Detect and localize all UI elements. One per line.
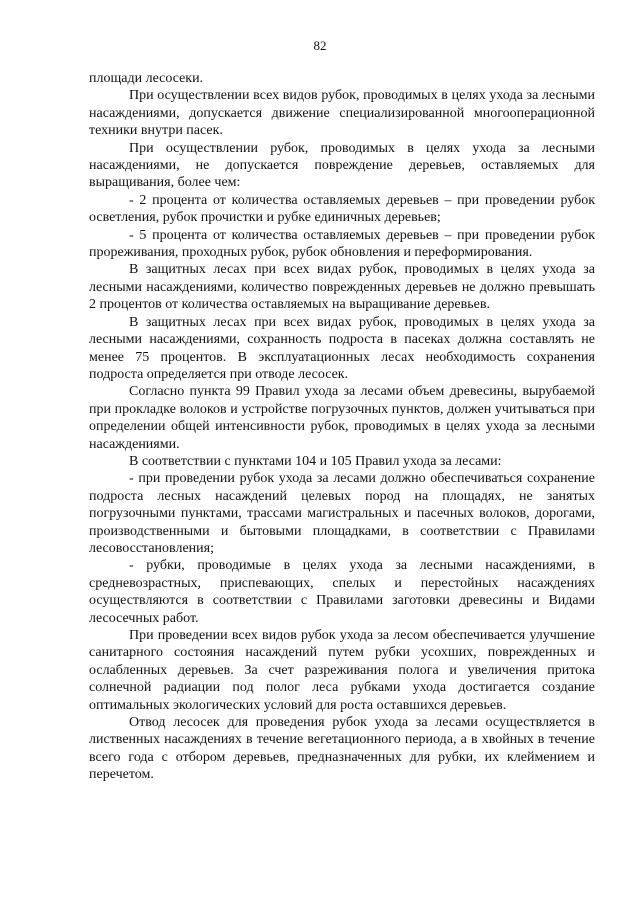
- paragraph: При осуществлении всех видов рубок, проводимых в целях ухода за лесными насаждениями, допускается движение специализированной многооперационной техники внутри пасек.: [89, 88, 595, 139]
- paragraph: При осуществлении рубок, проводимых в целях ухода за лесными насаждениями, не допускается повреждение деревьев, оставляемых для выращивания, более чем:: [89, 140, 595, 191]
- paragraph: Согласно пункта 99 Правил ухода за лесами объем древесины, вырубаемой при прокладке волоков и устройстве погрузочных пунктов, должен учитываться при определении общей интенсивности рубок, проводимых в целях ухода за лесными насаждениями.: [89, 384, 595, 452]
- list-item: - при проведении рубок ухода за лесами должно обеспечиваться сохранение подроста лесных насаждений целевых пород на площадях, не занятых погрузочными пунктами, трассами магистральных и пасечных волоков, дорогами, производственными и бытовыми площадками, в соответствии с Правилами лесовосстановления;: [89, 471, 595, 556]
- page-number: 82: [313, 38, 327, 53]
- paragraph: В защитных лесах при всех видах рубок, проводимых в целях ухода за лесными насаждениями, сохранность подроста в пасеках должна составлять не менее 75 процентов. В эксплуатационных лесах необходимость сохранения подроста определяется при отводе лесосек.: [89, 314, 595, 382]
- paragraph: Отвод лесосек для проведения рубок ухода за лесами осуществляется в лиственных насаждениях в течение вегетационного периода, а в хвойных в течение всего года с отбором деревьев, предназначенных для рубки, их клеймением и перечетом.: [89, 715, 595, 783]
- list-item: - 2 процента от количества оставляемых деревьев – при проведении рубок осветления, рубок прочистки и рубке единичных деревьев;: [89, 192, 595, 226]
- list-item: - рубки, проводимые в целях ухода за лесными насаждениями, в средневозрастных, приспевающих, спелых и перестойных насаждениях осуществляются в соответствии с Правилами заготовки древесины и Видами лесосечных работ.: [89, 558, 595, 626]
- document-body: [89, 70, 595, 784]
- list-item: - 5 процента от количества оставляемых деревьев – при проведении рубок прореживания, проходных рубок, рубок обновления и переформирования.: [89, 227, 595, 261]
- paragraph: В защитных лесах при всех видах рубок, проводимых в целях ухода за лесными насаждениями, количество поврежденных деревьев не должно превышать 2 процентов от количества оставляемых на выращивание деревьев.: [89, 262, 595, 313]
- paragraph: При проведении всех видов рубок ухода за лесом обеспечивается улучшение санитарного состояния насаждений путем рубки усохших, поврежденных и ослабленных деревьев. За счет разреживания полога и увеличения притока солнечной радиации под полог леса рубками ухода достигается создание оптимальных экологических условий для роста оставшихся деревьев.: [89, 628, 595, 713]
- paragraph-continuation: площади лесосеки.: [89, 71, 204, 86]
- paragraph: В соответствии с пунктами 104 и 105 Правил ухода за лесами:: [129, 453, 502, 469]
